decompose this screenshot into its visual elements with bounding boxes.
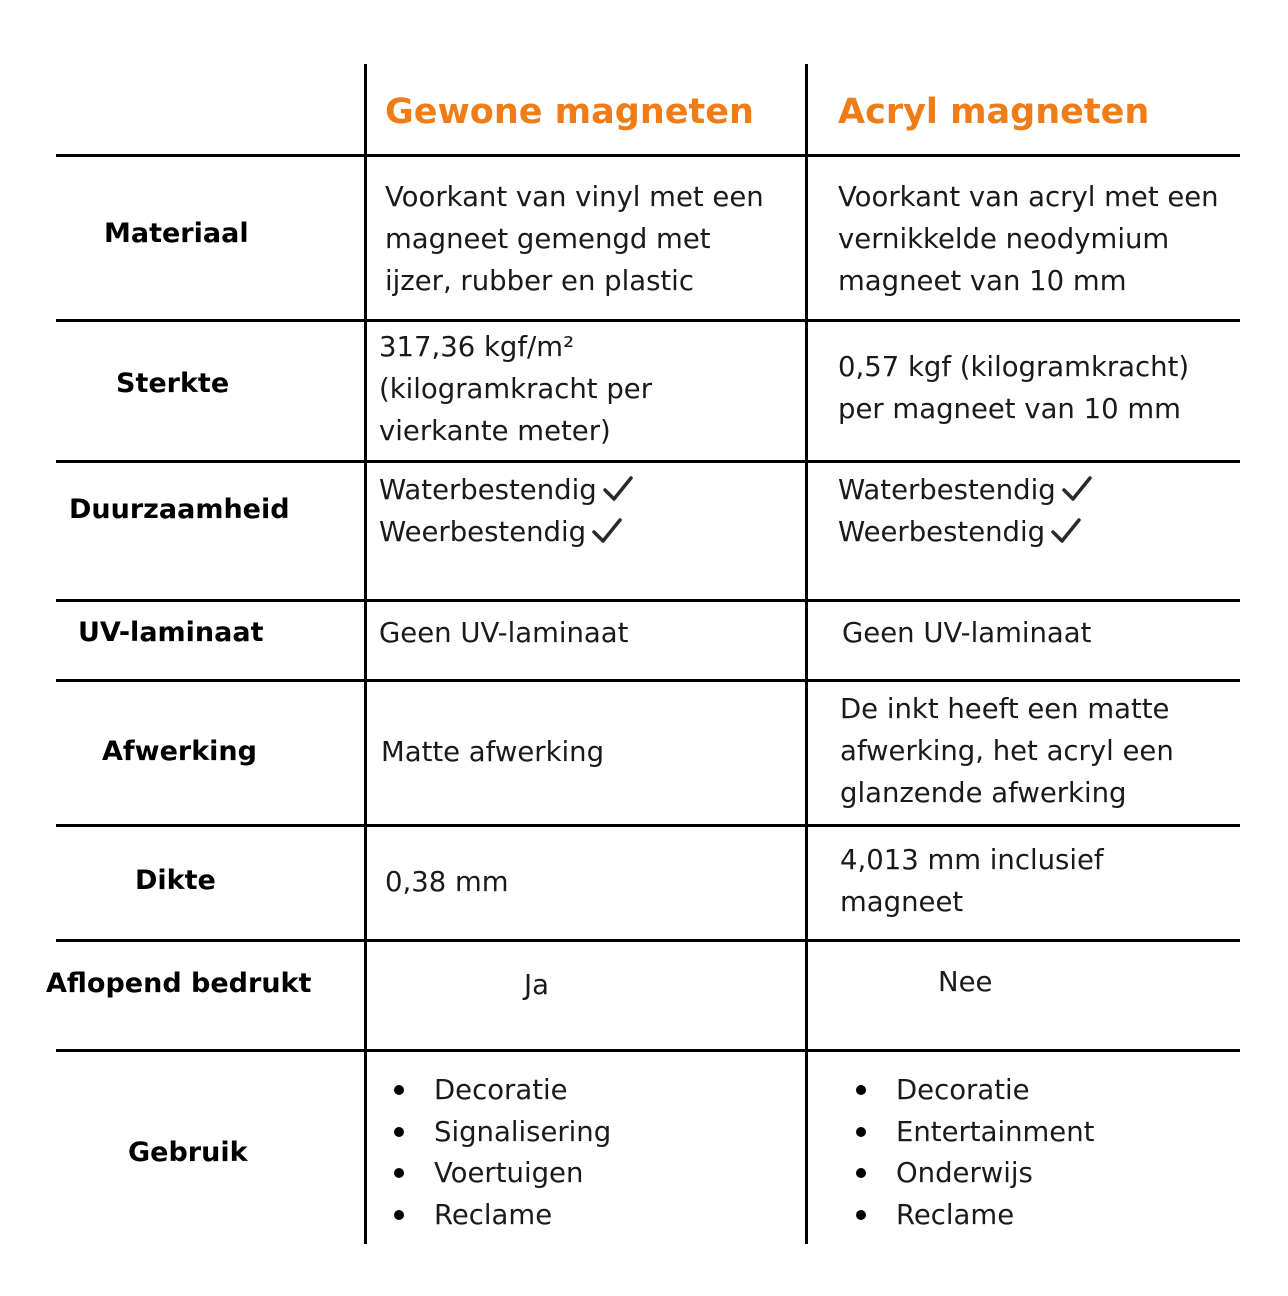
row-label-sterkte: Sterkte: [116, 368, 230, 399]
cell-sterkte-gewoon: [379, 326, 652, 452]
list-item: Reclame: [386, 1195, 611, 1237]
row-label-duurzaamheid: Duurzaamheid: [69, 494, 290, 525]
cell-line: [838, 469, 1092, 511]
checkmark-icon: [1051, 517, 1081, 545]
cell-line: magneet: [840, 886, 964, 918]
cell-line: Voorkant van vinyl met een: [385, 181, 764, 213]
row-divider: [56, 939, 1240, 942]
cell-text: Weerbestendig: [838, 516, 1046, 548]
list-item: Entertainment: [848, 1112, 1094, 1154]
list-item: Onderwijs: [848, 1153, 1094, 1195]
cell-line: 0,57 kgf (kilogramkracht): [838, 351, 1190, 383]
cell-line: glanzende afwerking: [840, 777, 1127, 809]
row-label-materiaal: Materiaal: [104, 218, 249, 249]
cell-line: 4,013 mm inclusief: [840, 844, 1104, 876]
cell-materiaal-acryl: [838, 176, 1219, 302]
row-label-gebruik: Gebruik: [128, 1137, 248, 1168]
column-header-acryl-magneten: Acryl magneten: [838, 92, 1150, 132]
cell-line: ijzer, rubber en plastic: [385, 265, 694, 297]
cell-text: Weerbestendig: [379, 516, 587, 548]
usage-list-acryl: [848, 1070, 1094, 1236]
list-item: Voertuigen: [386, 1153, 611, 1195]
row-divider: [56, 824, 1240, 827]
column-divider-right: [805, 64, 808, 1244]
row-divider: [56, 460, 1240, 463]
list-item: Signalisering: [386, 1112, 611, 1154]
cell-line: (kilogramkracht per: [379, 373, 652, 405]
cell-duurzaamheid-acryl: [838, 469, 1092, 553]
row-divider: [56, 1049, 1240, 1052]
cell-aflopend-gewoon: Ja: [524, 969, 549, 1001]
list-item: Decoratie: [848, 1070, 1094, 1112]
cell-line: magneet van 10 mm: [838, 265, 1127, 297]
cell-line: Voorkant van acryl met een: [838, 181, 1219, 213]
usage-list-gewoon: [386, 1070, 611, 1236]
cell-line: [379, 511, 633, 553]
cell-dikte-gewoon: 0,38 mm: [385, 866, 509, 898]
row-label-dikte: Dikte: [135, 865, 216, 896]
cell-uv-gewoon: Geen UV-laminaat: [379, 617, 629, 649]
cell-aflopend-acryl: Nee: [938, 966, 993, 998]
row-label-uv-laminaat: UV-laminaat: [78, 617, 264, 648]
cell-afwerking-gewoon: Matte afwerking: [381, 736, 605, 768]
cell-duurzaamheid-gewoon: [379, 469, 633, 553]
row-divider: [56, 599, 1240, 602]
row-label-afwerking: Afwerking: [102, 736, 257, 767]
row-label-aflopend-bedrukt: Aflopend bedrukt: [46, 968, 312, 999]
checkmark-icon: [592, 517, 622, 545]
cell-dikte-acryl: [840, 839, 1104, 923]
row-divider: [56, 319, 1240, 322]
cell-text: Waterbestendig: [838, 474, 1056, 506]
cell-sterkte-acryl: [838, 346, 1189, 430]
cell-afwerking-acryl: [840, 688, 1174, 814]
checkmark-icon: [1062, 475, 1092, 503]
cell-line: 317,36 kgf/m²: [379, 331, 575, 363]
cell-line: vernikkelde neodymium: [838, 223, 1170, 255]
list-item: Decoratie: [386, 1070, 611, 1112]
column-header-gewone-magneten: Gewone magneten: [385, 92, 754, 132]
cell-line: [379, 469, 633, 511]
checkmark-icon: [603, 475, 633, 503]
cell-line: afwerking, het acryl een: [840, 735, 1174, 767]
cell-line: magneet gemengd met: [385, 223, 711, 255]
list-item: Reclame: [848, 1195, 1094, 1237]
cell-line: per magneet van 10 mm: [838, 393, 1181, 425]
cell-uv-acryl: Geen UV-laminaat: [842, 617, 1092, 649]
cell-text: Waterbestendig: [379, 474, 597, 506]
cell-line: vierkante meter): [379, 415, 611, 447]
column-divider-left: [364, 64, 367, 1244]
cell-line: [838, 511, 1092, 553]
cell-materiaal-gewoon: [385, 176, 764, 302]
cell-line: De inkt heeft een matte: [840, 693, 1170, 725]
row-divider: [56, 154, 1240, 157]
row-divider: [56, 679, 1240, 682]
